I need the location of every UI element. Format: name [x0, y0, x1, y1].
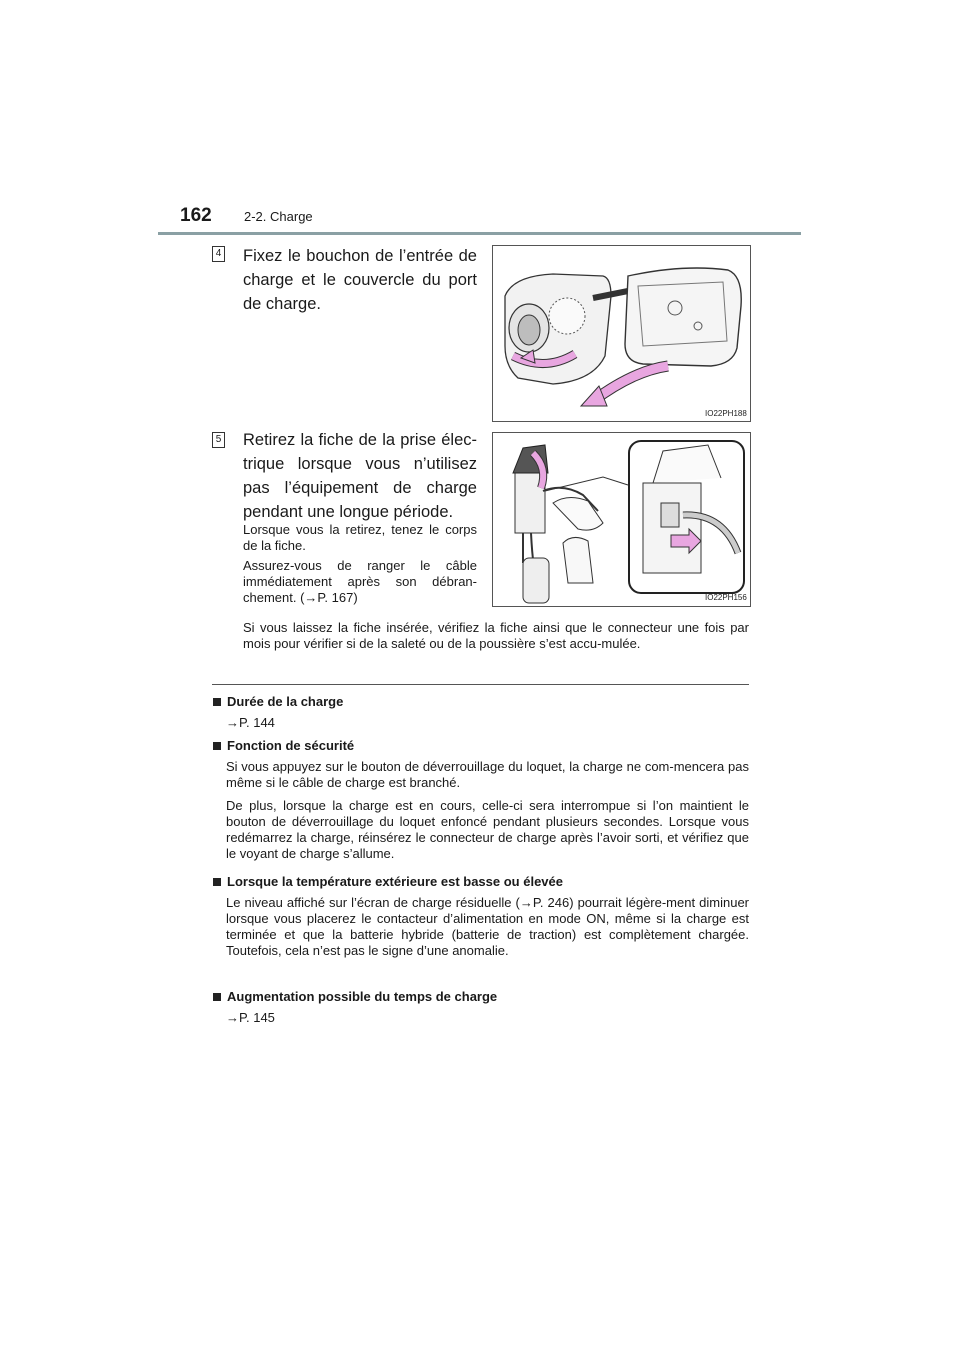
step-5-badge: 5 [212, 432, 225, 448]
charge-port-illustration [493, 246, 750, 421]
item-title: Durée de la charge [227, 694, 344, 709]
step-4-badge: 4 [212, 246, 225, 262]
item-temps-charge [212, 989, 749, 1026]
step-5-note-1: Lorsque vous la retirez, tenez le corps de la fiche. [243, 522, 477, 553]
item-fonction-securite [212, 738, 749, 862]
unplug-illustration [493, 433, 750, 606]
item-title: Lorsque la température extérieure est basse ou élevée [227, 874, 563, 889]
step-5-wide-note: Si vous laissez la fiche insérée, vérifiez la fiche ainsi que le connecteur une fois par mois pour vérifier si de la saleté ou de la poussière s’est accu-mulée. [243, 620, 749, 651]
step-5-note-2: Assurez-vous de ranger le câble immédiatement après son débran-chement. (→P. 167) [243, 558, 477, 605]
item-paragraph: Si vous appuyez sur le bouton de déverrouillage du loquet, la charge ne com-mencera pas même si le câble de charge est branché. [226, 759, 749, 790]
section-divider [212, 684, 749, 685]
item-paragraph: →P. 144 [226, 715, 275, 730]
item-paragraph: →P. 145 [226, 1010, 275, 1025]
page-number: 162 [180, 205, 212, 226]
step-4-text: Fixez le bouchon de l’entrée de charge et le couvercle du port de charge. [243, 247, 477, 313]
figure-code-156: IO22PH156 [705, 593, 747, 602]
header-divider [158, 232, 801, 235]
square-bullet-icon [213, 878, 221, 886]
item-paragraph: Le niveau affiché sur l’écran de charge résiduelle (→P. 246) pourrait légère-ment diminuer lorsque vous placerez le contacteur d’alimentation en mode ON, même si la charge est terminée et que la batterie hybride (batterie de traction) est complètement chargée. Toutefois, cela n’est pas le signe d’une anomalie. [226, 895, 749, 958]
square-bullet-icon [213, 698, 221, 706]
item-title: Fonction de sécurité [227, 738, 355, 753]
figure-charge-port-lid [492, 245, 751, 422]
item-duree-charge [212, 694, 749, 731]
figure-unplug-charger [492, 432, 751, 607]
square-bullet-icon [213, 742, 221, 750]
item-temperature [212, 874, 749, 959]
item-paragraph: De plus, lorsque la charge est en cours, celle-ci sera interrompue si l’on maintient le bouton de déverrouillage du loquet enfoncé pendant plusieurs secondes. Lorsque vous redémarrez la charge, réinsérez le connecteur de charge après l’avoir sorti, et vérifiez que le voyant de charge s’allume. [226, 798, 749, 861]
section-title: 2-2. Charge [244, 209, 313, 224]
square-bullet-icon [213, 993, 221, 1001]
figure-code-188: IO22PH188 [705, 409, 747, 418]
item-title: Augmentation possible du temps de charge [227, 989, 498, 1004]
step-5-text: Retirez la fiche de la prise élec-trique lorsque vous n’utilisez pas l’équipement de charge pendant une longue période. [243, 431, 477, 521]
